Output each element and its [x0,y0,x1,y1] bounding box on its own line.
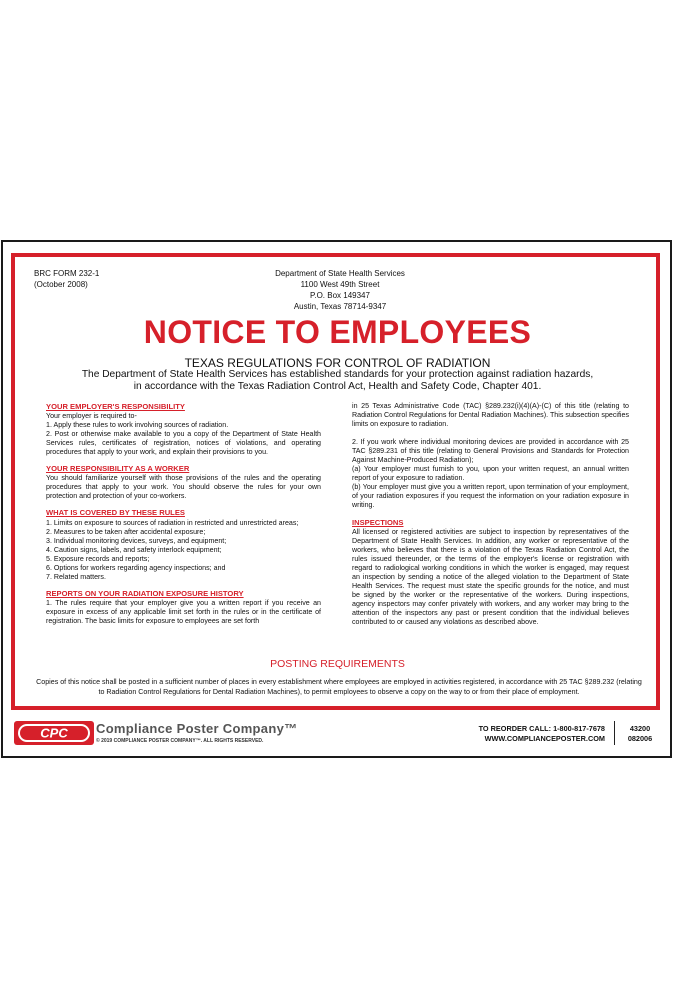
covered-item-5: 5. Exposure records and reports; [46,554,150,563]
form-id: BRC FORM 232-1 [34,269,100,278]
reorder-phone: TO REORDER CALL: 1-800-817-7678 [478,724,605,733]
notice-title: NOTICE TO EMPLOYEES [143,314,532,350]
covered-item-1: 1. Limits on exposure to sources of radiation in restricted and unrestricted areas; [46,518,299,527]
right-column [352,402,629,627]
reports-item-b: (b) Your employer must give you a written report, upon termination of your employment, of your radiation exposures if you request the information on your radiation exposure in writing. [352,483,629,510]
covered-heading: WHAT IS COVERED BY THESE RULES [46,508,185,518]
intro-line-1: The Department of State Health Services has established standards for your protection against radiation hazards, [81,369,594,380]
covered-item-6: 6. Options for workers regarding agency inspections; and [46,563,226,572]
employer-responsibility-heading: YOUR EMPLOYER'S RESPONSIBILITY [46,402,185,411]
employer-intro: Your employer is required to- [46,412,137,421]
reports-item-a: (a) Your employer must furnish to you, upon your written request, an annual written report of your exposure to radiation. [352,465,629,483]
worker-responsibility-heading: YOUR RESPONSIBILITY AS A WORKER [46,464,190,474]
covered-item-4: 4. Caution signs, labels, and safety interlock equipment; [46,545,222,554]
agency-address [190,268,490,312]
intro-line-2: in accordance with the Texas Radiation Control Act, Health and Safety Code, Chapter 401. [133,381,542,392]
covered-item-2: 2. Measures to be taken after accidental exposure; [46,527,206,536]
address-line-3: Austin, Texas 78714-9347 [293,302,387,311]
form-info [34,268,99,290]
company-name: Compliance Poster Company™ [96,721,298,736]
reports-item-1: 1. The rules require that your employer give you a written report if you receive an exposure in excess of any applicable limit set forth in the rules or in the certificate of registration. The basic limits for exposure to employees are set forth [46,598,321,625]
covered-item-3: 3. Individual monitoring devices, surveys, and equipment; [46,536,227,545]
footer-divider [614,721,615,745]
cpc-logo [14,721,94,745]
product-code-2: 082006 [627,734,653,743]
posting-requirements-text: Copies of this notice shall be posted in a sufficient number of places in every establishment where employees are employed in activities registered, in accordance with 25 TAC §289.232 (relating to Radiation Control Regulations for Dental Radiation Machines), to permit employees to observe a copy on the way to or from their place of employment. [36,678,642,696]
reports-continued: in 25 Texas Administrative Code (TAC) §289.232(i)(4)(A)-(C) of this title (relating to Radiation Control Regulations for Dental Radiation Machines). This subsection specifies limits on exposure to radiation. [352,402,629,429]
copyright: © 2019 COMPLIANCE POSTER COMPANY™. ALL RIGHTS RESERVED. [96,738,264,744]
inspections-text: All licensed or registered activities are subject to inspection by representatives of the Department of State Health Services. In addition, any worker or representative of the workers, who believes that there is a violation of the Texas Radiation Control Act, the rules issued thereunder, or the terms of the employer's license or registration with regard to radiological working conditions in which the worker is engaged, may request an inspection by sending a notice of the alleged violation to the Department of State Health Services. The request must state the specific grounds for the notice, and must be signed by the worker or the representative of the workers. During inspections, agency inspectors may confer privately with workers, and any worker may bring to the attention of the inspectors any past or present condition that the individual believes contributed to or caused any violations as described above. [352,527,629,627]
employer-item-2: 2. Post or otherwise make available to you a copy of the Department of State Health Services rules, certificates of registration, notices of violations, and operating procedures that apply to your work, and explain their provisions to you. [46,430,321,457]
address-line-1: 1100 West 49th Street [300,280,380,289]
website: WWW.COMPLIANCEPOSTER.COM [484,734,605,743]
reports-heading: REPORTS ON YOUR RADIATION EXPOSURE HISTORY [46,588,244,598]
intro-text [60,369,615,393]
posting-requirements-heading: POSTING REQUIREMENTS [270,658,405,670]
notice-subtitle: TEXAS REGULATIONS FOR CONTROL OF RADIATION [184,356,491,370]
agency-name: Department of State Health Services [275,269,405,278]
address-line-2: P.O. Box 149347 [310,291,370,300]
product-code-1: 43200 [629,724,651,733]
left-column [46,402,321,626]
worker-text: You should familiarize yourself with those provisions of the rules and the operating procedures that apply to your work. You should observe the rules for your own protection and protection of your co-workers. [46,474,321,501]
inspections-heading: INSPECTIONS [352,517,404,527]
reports-item-2: 2. If you work where individual monitoring devices are provided in accordance with 25 TAC §289.231 of this title (relating to General Provisions and Standards for Protection Against Machine-Produced Radiation); [352,438,629,465]
covered-item-7: 7. Related matters. [46,572,106,581]
reorder-info [430,724,605,744]
employer-item-1: 1. Apply these rules to work involving sources of radiation. [46,421,229,430]
logo-text: CPC [40,725,68,741]
product-code [618,724,662,744]
form-date: (October 2008) [34,280,88,289]
